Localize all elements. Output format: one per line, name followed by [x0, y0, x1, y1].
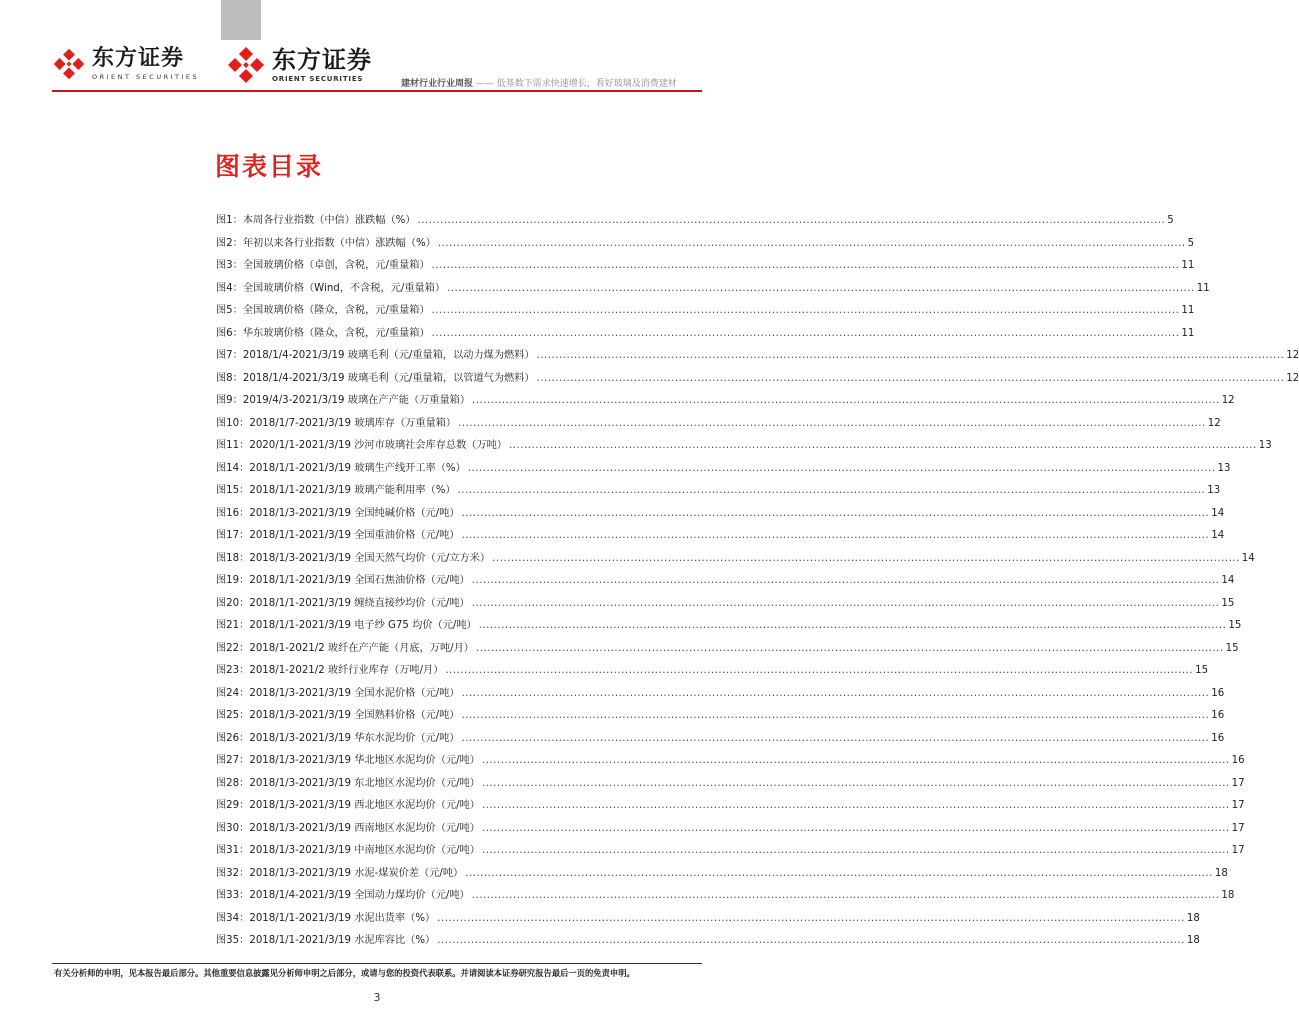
toc-leader-dots: ........................................................................................................................................................................................................: [471, 890, 1220, 901]
toc-leader-dots: ........................................................................................................................................................................................................: [431, 305, 1180, 316]
toc-entry-label: 图35：2018/1/1-2021/3/19 水泥库容比（%）: [216, 935, 436, 946]
toc-entry-label: 图33：2018/1/4-2021/3/19 全国动力煤均价（元/吨）: [216, 890, 470, 901]
toc-entry-page: 16: [1211, 687, 1225, 699]
toc-entry-page: 12: [1221, 395, 1235, 406]
toc-leader-dots: ........................................................................................................................................................................................................: [478, 620, 1227, 631]
toc-leader-dots: ........................................................................................................................................................................................................: [536, 350, 1285, 361]
toc-entry-page: 17: [1231, 777, 1245, 789]
toc-leader-dots: ........................................................................................................................................................................................................: [445, 665, 1194, 676]
toc-entry[interactable]: [216, 549, 1255, 572]
toc-entry-label: 图8：2018/1/4-2021/3/19 玻璃毛利（元/重量箱，以管道气为燃料）: [216, 372, 535, 384]
toc-entry-label: 图1：本周各行业指数（中信）涨跌幅（%）: [216, 215, 416, 226]
toc-entry[interactable]: [216, 639, 1239, 662]
toc-entry[interactable]: [216, 436, 1272, 459]
toc-entry[interactable]: [216, 504, 1225, 527]
report-separator: ——: [473, 79, 497, 89]
toc-entry[interactable]: [216, 526, 1225, 549]
toc-entry-label: 图27：2018/1/3-2021/3/19 华北地区水泥均价（元/吨）: [216, 755, 480, 766]
toc-entry-label: 图15：2018/1/1-2021/3/19 玻璃产能利用率（%）: [216, 485, 456, 496]
orient-securities-logo-large: [226, 45, 372, 85]
toc-leader-dots: ........................................................................................................................................................................................................: [536, 372, 1285, 384]
toc-leader-dots: ........................................................................................................................................................................................................: [481, 800, 1230, 811]
report-header-subtitle: [401, 76, 701, 89]
toc-entry-page: 12: [1286, 350, 1299, 361]
toc-entry-page: 14: [1221, 575, 1235, 586]
toc-leader-dots: ........................................................................................................................................................................................................: [461, 687, 1210, 699]
toc-entry-label: 图5：全国玻璃价格（隆众，含税，元/重量箱）: [216, 305, 430, 316]
toc-entry[interactable]: [216, 346, 1299, 369]
toc-leader-dots: ........................................................................................................................................................................................................: [431, 260, 1180, 271]
toc-entry-page: 12: [1286, 372, 1299, 384]
toc-entry-label: 图31：2018/1/3-2021/3/19 中南地区水泥均价（元/吨）: [216, 845, 480, 856]
toc-leader-dots: ........................................................................................................................................................................................................: [476, 642, 1224, 654]
toc-leader-dots: ........................................................................................................................................................................................................: [509, 440, 1257, 451]
toc-entry[interactable]: [216, 751, 1245, 774]
orient-securities-logo-small: [52, 47, 199, 81]
toc-entry-page: 14: [1211, 530, 1225, 541]
toc-leader-dots: ........................................................................................................................................................................................................: [481, 755, 1230, 766]
footer-disclaimer: 有关分析师的申明，见本报告最后部分。其他重要信息披露见分析师申明之后部分，或请与您的投资代表联系。并请阅读本证券研究报告最后一页的免责申明。: [54, 968, 635, 978]
toc-entry-label: 图16：2018/1/3-2021/3/19 全国纯碱价格（元/吨）: [216, 507, 460, 519]
toc-entry-page: 15: [1225, 642, 1239, 654]
toc-entry[interactable]: [216, 324, 1195, 347]
toc-entry-label: 图11：2020/1/1-2021/3/19 沙河市玻璃社会库存总数（万吨）: [216, 440, 508, 451]
toc-entry[interactable]: [216, 819, 1245, 842]
toc-leader-dots: ........................................................................................................................................................................................................: [437, 912, 1185, 924]
toc-entry-page: 11: [1181, 327, 1195, 339]
header-divider: [52, 90, 702, 92]
toc-entry[interactable]: [216, 864, 1228, 887]
toc-entry[interactable]: [216, 796, 1245, 819]
toc-entry-page: 15: [1228, 620, 1242, 631]
toc-entry-label: 图21：2018/1/1-2021/3/19 电子纱 G75 均价（元/吨）: [216, 620, 477, 631]
toc-entry[interactable]: [216, 256, 1195, 279]
toc-entry[interactable]: [216, 616, 1242, 639]
toc-entry-label: 图20：2018/1/1-2021/3/19 缠绕直接纱均价（元/吨）: [216, 597, 470, 609]
toc-entry[interactable]: [216, 841, 1245, 864]
toc-entry-label: 图32：2018/1/3-2021/3/19 水泥-煤炭价差（元/吨）: [216, 867, 464, 879]
toc-entry-label: 图17：2018/1/1-2021/3/19 全国重油价格（元/吨）: [216, 530, 460, 541]
toc-entry[interactable]: [216, 706, 1225, 729]
toc-leader-dots: ........................................................................................................................................................................................................: [447, 282, 1195, 294]
logo-chinese-name: 东方证券: [92, 45, 185, 71]
toc-entry[interactable]: [216, 661, 1209, 684]
toc-entry-label: 图30：2018/1/3-2021/3/19 西南地区水泥均价（元/吨）: [216, 822, 480, 834]
orient-logo-icon: [226, 45, 266, 85]
logo-chinese-name: 东方证券: [272, 45, 372, 74]
logo-english-name: ORIENT SECURITIES: [92, 72, 200, 81]
footer-divider: [52, 963, 702, 964]
page-title: 图表目录: [215, 152, 324, 181]
toc-entry[interactable]: [216, 211, 1174, 234]
toc-leader-dots: ........................................................................................................................................................................................................: [437, 935, 1185, 946]
toc-leader-dots: ........................................................................................................................................................................................................: [471, 575, 1220, 586]
toc-entry-label: 图23：2018/1-2021/2 玻纤行业库存（万吨/月）: [216, 665, 444, 676]
toc-leader-dots: ........................................................................................................................................................................................................: [472, 395, 1220, 406]
toc-entry-label: 图24：2018/1/3-2021/3/19 全国水泥价格（元/吨）: [216, 687, 460, 699]
toc-entry[interactable]: [216, 684, 1225, 707]
toc-leader-dots: ........................................................................................................................................................................................................: [431, 327, 1180, 339]
toc-entry-label: 图7：2018/1/4-2021/3/19 玻璃毛利（元/重量箱，以动力煤为燃料）: [216, 350, 535, 361]
figure-table-of-contents: [216, 211, 1299, 954]
toc-entry-page: 12: [1207, 417, 1221, 429]
toc-entry[interactable]: [216, 369, 1299, 392]
toc-leader-dots: ........................................................................................................................................................................................................: [461, 507, 1210, 519]
toc-entry-page: 18: [1214, 867, 1228, 879]
toc-entry-label: 图28：2018/1/3-2021/3/19 东北地区水泥均价（元/吨）: [216, 777, 480, 789]
toc-entry-page: 16: [1211, 710, 1225, 721]
toc-entry-page: 14: [1241, 552, 1255, 564]
toc-entry[interactable]: [216, 886, 1235, 909]
toc-entry-page: 13: [1258, 440, 1272, 451]
toc-entry-label: 图25：2018/1/3-2021/3/19 全国熟料价格（元/吨）: [216, 710, 460, 721]
report-name: 建材行业行业周报: [401, 79, 474, 89]
toc-entry-label: 图4：全国玻璃价格（Wind，不含税，元/重量箱）: [216, 282, 446, 294]
toc-entry-page: 18: [1186, 935, 1200, 946]
toc-leader-dots: ........................................................................................................................................................................................................: [461, 530, 1210, 541]
toc-entry-page: 11: [1181, 305, 1195, 316]
toc-entry[interactable]: [216, 931, 1200, 954]
toc-entry-label: 图18：2018/1/3-2021/3/19 全国天然气均价（元/立方米）: [216, 552, 491, 564]
toc-entry-label: 图26：2018/1/3-2021/3/19 华东水泥均价（元/吨）: [216, 732, 460, 744]
toc-entry[interactable]: [216, 909, 1200, 932]
toc-entry-label: 图10：2018/1/7-2021/3/19 玻璃库存（万重量箱）: [216, 417, 457, 429]
toc-entry-page: 13: [1217, 462, 1231, 474]
toc-entry[interactable]: [216, 571, 1235, 594]
toc-leader-dots: ........................................................................................................................................................................................................: [481, 777, 1230, 789]
toc-entry-page: 13: [1207, 485, 1221, 496]
toc-leader-dots: ........................................................................................................................................................................................................: [465, 867, 1213, 879]
toc-entry-label: 图6：华东玻璃价格（隆众，含税，元/重量箱）: [216, 327, 430, 339]
toc-leader-dots: ........................................................................................................................................................................................................: [471, 597, 1220, 609]
toc-entry-label: 图9：2019/4/3-2021/3/19 玻璃在产产能（万重量箱）: [216, 395, 471, 406]
toc-leader-dots: ........................................................................................................................................................................................................: [461, 710, 1210, 721]
toc-entry[interactable]: [216, 459, 1231, 482]
toc-entry-page: 15: [1221, 597, 1235, 609]
toc-entry-page: 17: [1231, 845, 1245, 856]
toc-leader-dots: ........................................................................................................................................................................................................: [467, 462, 1216, 474]
toc-entry-page: 17: [1231, 822, 1245, 834]
toc-entry-label: 图22：2018/1-2021/2 玻纤在产产能（月底，万吨/月）: [216, 642, 474, 654]
page-number: 3: [373, 991, 381, 1004]
toc-leader-dots: ........................................................................................................................................................................................................: [437, 237, 1186, 249]
toc-entry[interactable]: [216, 301, 1195, 324]
toc-entry-page: 11: [1196, 282, 1210, 294]
toc-entry[interactable]: [216, 414, 1221, 437]
toc-entry-page: 17: [1231, 800, 1245, 811]
header-gray-block: [221, 0, 261, 40]
toc-leader-dots: ........................................................................................................................................................................................................: [417, 215, 1166, 226]
toc-entry-page: 16: [1231, 755, 1245, 766]
orient-logo-icon: [52, 47, 86, 81]
toc-entry-label: 图14：2018/1/1-2021/3/19 玻璃生产线开工率（%）: [216, 462, 466, 474]
toc-entry-page: 18: [1221, 890, 1235, 901]
report-subtitle: 低基数下需求快速增长，看好玻璃及消费建材: [496, 79, 677, 89]
toc-entry-label: 图2：年初以来各行业指数（中信）涨跌幅（%）: [216, 237, 436, 249]
toc-entry[interactable]: [216, 279, 1210, 302]
toc-leader-dots: ........................................................................................................................................................................................................: [492, 552, 1240, 564]
toc-entry-page: 5: [1187, 237, 1195, 249]
toc-entry-label: 图29：2018/1/3-2021/3/19 西北地区水泥均价（元/吨）: [216, 800, 480, 811]
toc-leader-dots: ........................................................................................................................................................................................................: [481, 822, 1230, 834]
toc-entry-page: 11: [1181, 260, 1195, 271]
toc-entry[interactable]: [216, 391, 1235, 414]
toc-entry-page: 18: [1186, 912, 1200, 924]
toc-leader-dots: ........................................................................................................................................................................................................: [457, 485, 1206, 496]
toc-entry[interactable]: [216, 729, 1225, 752]
toc-leader-dots: ........................................................................................................................................................................................................: [461, 732, 1210, 744]
toc-leader-dots: ........................................................................................................................................................................................................: [458, 417, 1206, 429]
toc-entry-label: 图19：2018/1/1-2021/3/19 全国石焦油价格（元/吨）: [216, 575, 470, 586]
logo-english-name: ORIENT SECURITIES: [272, 74, 364, 83]
toc-entry[interactable]: [216, 234, 1195, 257]
toc-entry-page: 16: [1211, 732, 1225, 744]
toc-entry[interactable]: [216, 481, 1221, 504]
toc-entry-label: 图3：全国玻璃价格（卓创，含税，元/重量箱）: [216, 260, 430, 271]
toc-entry-page: 15: [1195, 665, 1209, 676]
toc-entry-label: 图34：2018/1/1-2021/3/19 水泥出货率（%）: [216, 912, 436, 924]
toc-entry-page: 14: [1211, 507, 1225, 519]
toc-entry-page: 5: [1167, 215, 1174, 226]
toc-entry[interactable]: [216, 774, 1245, 797]
toc-leader-dots: ........................................................................................................................................................................................................: [481, 845, 1230, 856]
toc-entry[interactable]: [216, 594, 1235, 617]
